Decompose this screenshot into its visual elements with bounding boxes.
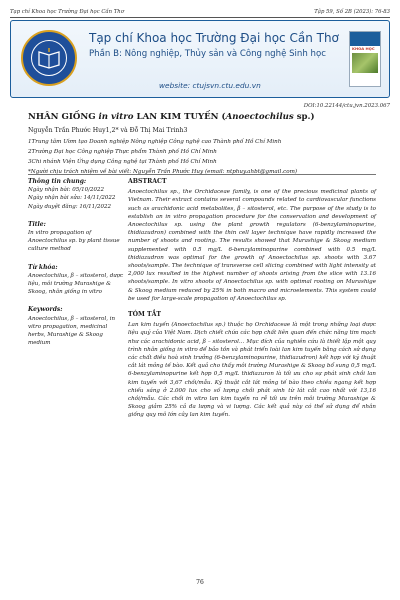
- doi-link[interactable]: DOI:10.22144/ctu.jvn.2023.067: [303, 103, 390, 109]
- keywords-heading: Keywords:: [28, 306, 63, 314]
- volume-issue-header: Tập 59, Số 2B (2023): 76-83: [314, 9, 390, 15]
- revised-date: Ngày nhận bài sửa: 14/11/2022: [28, 195, 116, 202]
- english-keywords: Anoectochilus, β – sitosterol, in vitro propagation, medicinal herbs, Murashige & Skoog medium: [28, 315, 115, 347]
- abstract-text: Anoectochilus sp., the Orchidaceae family, is one of the precious medicinal plants of Vietnam. Their extract contains several compounds related to cardiovascular functions such as arachidonic acid metabolites, β – sitosterol, etc. The purpose of the study is to establish an in vitro propagation procedure for the conservation and development of Anoectochilus sp. using the plant growth regulators (6-benzylaminopurine, thidiazudron) combined with the thin cell layer technique have rapidly increased the number of shoots and rooting. The results showed that Murashige & Skoog medium supplemented with 0.5 mg/L 6-benzylaminopurine combined with 0.5 mg/L thidiazudron was optimal for the growth of Anoectochilus sp. shoots with 3.67 shoots/sample. The technique of transverse cell slicing combined with light intensity at 2,000 lux resulted in the highest number of shoots arising from the slice with 13.16 shoots/sample. In vitro shoots of Anoectochilus sp. with optimal rooting on Murashige & Skoog medium reduced by 25% in both macro and microelements. This system could be used for large-scale propagation of Anoectochilus sp.: [128, 189, 376, 302]
- accepted-date: Ngày duyệt đăng: 16/11/2022: [28, 203, 112, 210]
- affiliation-2: 2Trường Đại học Công nghiệp Thực phẩm Thành phố Hồ Chí Minh: [28, 149, 217, 155]
- vietnamese-keywords: Anoectochilus, β – sitosterol, dược liệu, môi trường Murashige & Skoog, nhân giống in vitro: [28, 272, 124, 296]
- author-list: Nguyễn Trần Phước Huy1,2* và Đỗ Thị Mai Trinh3: [28, 127, 188, 134]
- banner-subtitle: Phần B: Nông nghiệp, Thủy sản và Công nghệ Sinh học: [89, 49, 326, 59]
- abstract-heading: ABSTRACT: [128, 178, 167, 185]
- page-number: 76: [196, 579, 204, 586]
- abstract-column: [128, 178, 376, 420]
- banner-title: Tạp chí Khoa học Trường Đại học Cần Thơ: [89, 31, 339, 45]
- article-info-sidebar: [28, 178, 124, 347]
- affiliation-1: 1Trung tâm Ươm tạo Doanh nghiệp Nông nghiệp Công nghệ cao Thành phố Hồ Chí Minh: [28, 139, 282, 145]
- received-date: Ngày nhận bài: 05/10/2022: [28, 187, 104, 194]
- header-rule: [10, 17, 390, 18]
- tukhoa-heading: Từ khóa:: [28, 263, 58, 271]
- tomtat-heading: TÓM TẮT: [128, 311, 162, 319]
- journal-website[interactable]: website: ctujsvn.ctu.edu.vn: [159, 81, 261, 90]
- english-title: In vitro propagation of Anoectochilus sp. by plant tissue culture method: [28, 230, 120, 253]
- article-title: NHÂN GIỐNG in vitro LAN KIM TUYẾN (Anoectochilus sp.): [28, 112, 315, 122]
- tomtat-text: Lan kim tuyến (Anoectochilus sp.) thuộc họ Orchidaceae là một trong những loại dược liệu quý của Việt Nam. Dịch chiết chứa các hợp chất liên quan đến chức năng tim mạch như các arachidonic acid, β – sitosterol… Mục đích của nghiên cứu là thiết lập một quy trình nhân giống in vitro để bảo tồn và phát triển loài lan kim tuyến bằng cách sử dụng các chất điều hoà sinh trưởng (6-benzylaminopurine, thidiazudron) kết hợp với kỹ thuật cắt lát mỏng tế bào. Kết quả cho thấy môi trường Murashige & Skoog bổ sung 0,5 mg/L 6-benzylaminopurine kết hợp 0,5 mg/L thidiazuron là tối ưu cho sự phát sinh chồi lan kim tuyến với 3,67 chồi/mẫu. Kỹ thuật cắt lát mỏng tế bào theo chiều ngang kết hợp chiếu sáng ở 2.000 lux cho số lượng chồi phát sinh từ lát cắt cao nhất với 13,16 chồi/mẫu. Các chồi in vitro lan kim tuyến ra rễ tối ưu trên môi trường Murashige & Skoog giảm 25% cả đa lượng và vi lượng. Các kết quả này có thể sử dụng để nhân giống quy mô lớn cây lan kim tuyến.: [128, 322, 376, 419]
- section-rule: [28, 174, 376, 175]
- university-logo: [21, 30, 77, 86]
- cover-title: KHOA HỌC: [352, 46, 375, 51]
- journal-banner: [10, 20, 390, 98]
- journal-name-header: Tạp chí Khoa học Trường Đại học Cần Thơ: [10, 9, 124, 15]
- affiliations: [28, 137, 297, 177]
- info-heading: Thông tin chung:: [28, 178, 87, 185]
- affiliation-3: 3Chi nhánh Viện Ứng dụng Công nghệ tại Thành phố Hồ Chí Minh: [28, 159, 217, 165]
- title-heading: Title:: [28, 220, 46, 228]
- running-header: [10, 9, 390, 15]
- book-icon: [36, 45, 62, 71]
- corresponding-author: *Người chịu trách nhiệm về bài viết: Nguyễn Trần Phước Huy (email: ntphuy.ahbt@gmail.com): [28, 169, 298, 175]
- journal-cover-thumbnail: [349, 31, 381, 87]
